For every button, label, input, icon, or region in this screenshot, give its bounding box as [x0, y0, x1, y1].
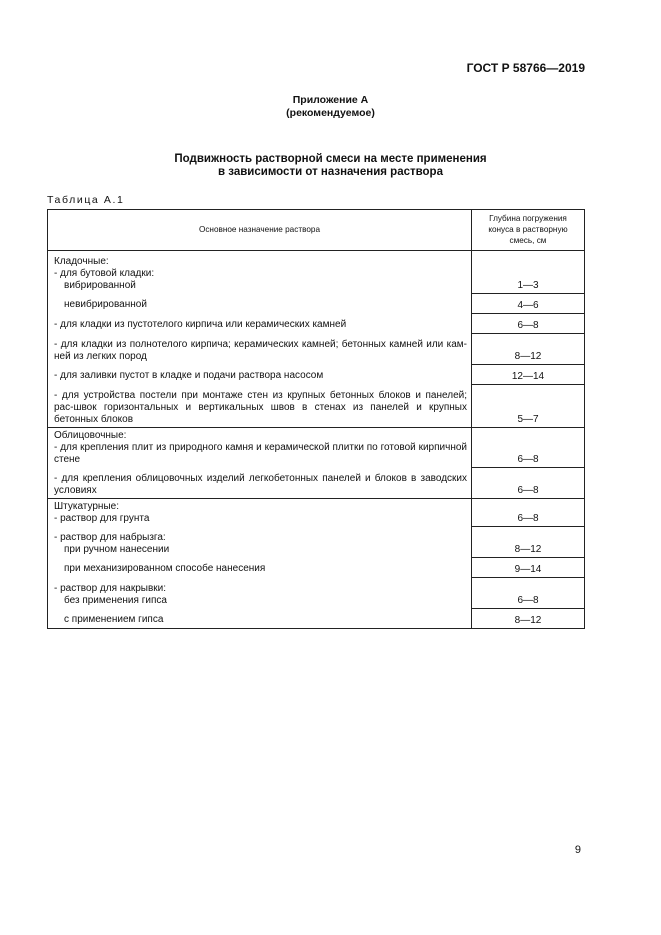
table-row	[48, 428, 585, 468]
row-text: - раствор для накрывки:	[54, 583, 167, 594]
row-description: - для устройства постели при монтаже стен из крупных бетонных блоков и панелей; рас-швок горизонтальных и вертикальных швов в стенах из панелей и крупных бетонных блоков	[48, 384, 472, 428]
table-row	[48, 313, 585, 333]
table-row	[48, 526, 585, 557]
row-description	[48, 557, 472, 577]
row-subtext: с применением гипса	[64, 614, 164, 625]
row-description: - для заливки пустот в кладке и подачи раствора насосом	[48, 364, 472, 384]
row-value: 6—8	[472, 577, 585, 608]
table-row	[48, 608, 585, 629]
row-text: - раствор для грунта	[54, 513, 150, 524]
heading-line-2: в зависимости от назначения раствора	[218, 166, 443, 178]
row-text: - для бутовой кладки:	[54, 268, 155, 279]
table-row	[48, 577, 585, 608]
row-value: 6—8	[472, 467, 585, 499]
table-row	[48, 557, 585, 577]
row-description: - для кладки из пустотелого кирпича или керамических камней	[48, 313, 472, 333]
row-subtext: при механизированном способе нанесения	[64, 563, 266, 574]
table-row	[48, 333, 585, 364]
table-row	[48, 467, 585, 499]
column-header-depth: Глубина погружения конуса в растворную смесь, см	[472, 210, 585, 251]
group-title: Штукатурные:	[54, 501, 119, 512]
group-title: Кладочные:	[54, 256, 109, 267]
appendix-heading	[0, 94, 661, 120]
row-description	[48, 526, 472, 557]
row-text: - раствор для набрызга:	[54, 532, 166, 543]
row-value: 6—8	[472, 428, 585, 468]
row-description	[48, 608, 472, 629]
row-value: 5—7	[472, 384, 585, 428]
row-value: 1—3	[472, 251, 585, 294]
table-row	[48, 384, 585, 428]
row-description	[48, 499, 472, 527]
row-description	[48, 251, 472, 294]
row-value: 12—14	[472, 364, 585, 384]
table-header-row	[48, 210, 585, 251]
table-row	[48, 293, 585, 313]
table-caption: Таблица А.1	[47, 194, 125, 206]
table-row	[48, 499, 585, 527]
page-number: 9	[574, 844, 581, 856]
row-value: 8—12	[472, 608, 585, 629]
row-value: 8—12	[472, 333, 585, 364]
table-row	[48, 364, 585, 384]
section-heading	[0, 153, 661, 179]
row-value: 4—6	[472, 293, 585, 313]
row-subtext: вибрированной	[64, 280, 136, 291]
row-description	[48, 428, 472, 468]
row-subtext: при ручном нанесении	[64, 544, 170, 555]
row-description	[48, 293, 472, 313]
appendix-subtitle: (рекомендуемое)	[286, 107, 375, 119]
row-subtext: без применения гипса	[64, 595, 167, 606]
group-title: Облицовочные:	[54, 430, 127, 441]
row-description: - для кладки из полнотелого кирпича; керамических камней; бетонных камней или кам-ней из легких пород	[48, 333, 472, 364]
appendix-title: Приложение А	[292, 94, 369, 106]
row-value: 6—8	[472, 499, 585, 527]
row-description	[48, 577, 472, 608]
row-description: - для крепления облицовочных изделий легкобетонных панелей и блоков в заводских условиях	[48, 467, 472, 499]
row-value: 6—8	[472, 313, 585, 333]
column-header-purpose: Основное назначение раствора	[48, 210, 472, 251]
row-text: - для крепления плит из природного камня и керамической плитки по готовой кирпичной стене	[54, 442, 467, 465]
mobility-table	[47, 209, 585, 629]
row-value: 8—12	[472, 526, 585, 557]
heading-line-1: Подвижность растворной смеси на месте применения	[174, 153, 487, 165]
row-subtext: невибрированной	[64, 299, 147, 310]
row-value: 9—14	[472, 557, 585, 577]
table-row	[48, 251, 585, 294]
document-code: ГОСТ Р 58766—2019	[466, 61, 585, 75]
